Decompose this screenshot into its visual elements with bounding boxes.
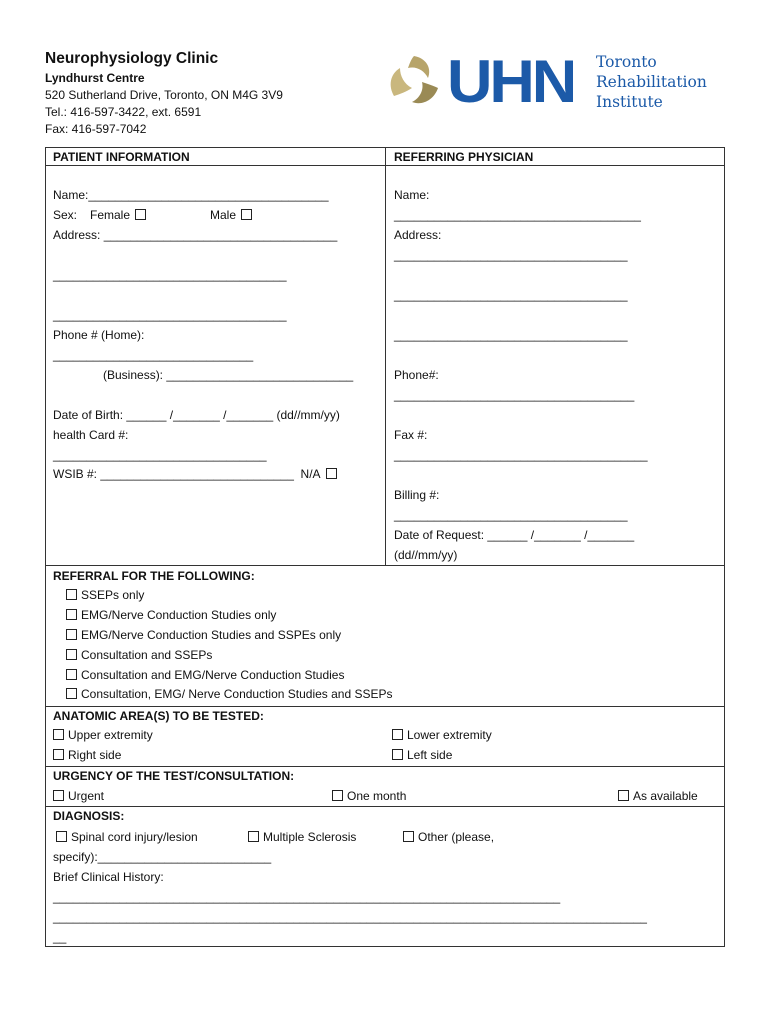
referral-checkbox[interactable] bbox=[66, 688, 77, 699]
wsib-na-checkbox[interactable] bbox=[326, 468, 337, 479]
referral-checkbox[interactable] bbox=[66, 589, 77, 600]
left-side-option[interactable] bbox=[392, 748, 452, 763]
physician-name-field[interactable]: _____________________________________ bbox=[394, 208, 641, 222]
upper-extremity-checkbox[interactable] bbox=[53, 729, 64, 740]
lower-extremity-label: Lower extremity bbox=[407, 728, 492, 742]
physician-name-label: Name: bbox=[394, 188, 430, 202]
referral-option-label: SSEPs only bbox=[81, 588, 145, 602]
clinic-tel: Tel.: 416-597-3422, ext. 6591 bbox=[45, 105, 202, 119]
physician-fax-label: Fax #: bbox=[394, 428, 428, 442]
clinic-name: Neurophysiology Clinic bbox=[45, 50, 219, 67]
diagnosis-top-border bbox=[45, 806, 725, 807]
column-divider bbox=[385, 147, 386, 565]
form-bottom-border bbox=[45, 946, 725, 947]
logo-line-rehabilitation: Rehabilitation bbox=[596, 73, 707, 91]
clinical-history-line-1[interactable]: ____________________________________________________________________________ bbox=[53, 890, 561, 904]
patient-name-field[interactable]: Name:____________________________________ bbox=[53, 188, 329, 202]
referral-heading: REFERRAL FOR THE FOLLOWING: bbox=[53, 569, 255, 583]
male-label: Male bbox=[210, 208, 237, 222]
upper-extremity-option[interactable] bbox=[53, 728, 153, 743]
other-diagnosis-label: Other (please, bbox=[418, 830, 495, 844]
urgency-top-border bbox=[45, 766, 725, 767]
health-card-field[interactable]: ________________________________ bbox=[53, 448, 267, 462]
wsib-label: WSIB #: _____________________________ N/A bbox=[53, 467, 321, 481]
as-available-label: As available bbox=[633, 789, 698, 803]
urgent-option[interactable] bbox=[53, 789, 104, 804]
clinical-history-label: Brief Clinical History: bbox=[53, 870, 164, 884]
referral-checkbox[interactable] bbox=[66, 609, 77, 620]
date-of-birth-field[interactable]: Date of Birth: ______ /_______ /_______ (dd//mm/yy) bbox=[53, 408, 340, 422]
health-card-label: health Card #: bbox=[53, 428, 129, 442]
referral-option[interactable] bbox=[66, 628, 341, 643]
referral-checkbox[interactable] bbox=[66, 629, 77, 640]
phone-home-label: Phone # (Home): bbox=[53, 328, 145, 342]
referral-checkbox[interactable] bbox=[66, 649, 77, 660]
right-side-label: Right side bbox=[68, 748, 122, 762]
female-label: Female bbox=[90, 208, 131, 222]
form-left-border bbox=[45, 147, 46, 947]
physician-address-line-3[interactable]: ___________________________________ bbox=[394, 328, 628, 342]
other-diagnosis-option[interactable] bbox=[403, 830, 494, 845]
referral-option[interactable] bbox=[66, 588, 144, 603]
referral-option-label: EMG/Nerve Conduction Studies only bbox=[81, 608, 277, 622]
lower-extremity-checkbox[interactable] bbox=[392, 729, 403, 740]
multiple-sclerosis-option[interactable] bbox=[248, 830, 356, 845]
physician-address-label: Address: bbox=[394, 228, 442, 242]
physician-phone-field[interactable]: ____________________________________ bbox=[394, 388, 635, 402]
upper-extremity-label: Upper extremity bbox=[68, 728, 153, 742]
referral-checkbox[interactable] bbox=[66, 669, 77, 680]
clinical-history-line-3[interactable]: __ bbox=[53, 930, 67, 944]
one-month-label: One month bbox=[347, 789, 407, 803]
sex-female-option[interactable] bbox=[90, 208, 146, 223]
spinal-cord-label: Spinal cord injury/lesion bbox=[71, 830, 198, 844]
referral-top-border bbox=[45, 565, 725, 566]
multiple-sclerosis-label: Multiple Sclerosis bbox=[263, 830, 357, 844]
spinal-cord-option[interactable] bbox=[56, 830, 198, 845]
as-available-option[interactable] bbox=[618, 789, 698, 804]
right-side-option[interactable] bbox=[53, 748, 121, 763]
patient-address-field[interactable]: Address: ___________________________________ bbox=[53, 228, 338, 242]
one-month-checkbox[interactable] bbox=[332, 790, 343, 801]
patient-address-line-2[interactable]: ___________________________________ bbox=[53, 268, 287, 282]
uhn-letters: UHN bbox=[447, 48, 575, 115]
lower-extremity-option[interactable] bbox=[392, 728, 492, 743]
physician-address-line-1[interactable]: ___________________________________ bbox=[394, 248, 628, 262]
wsib-field[interactable] bbox=[53, 467, 337, 482]
as-available-checkbox[interactable] bbox=[618, 790, 629, 801]
phone-home-field[interactable]: ______________________________ bbox=[53, 348, 254, 362]
sex-male-option[interactable] bbox=[210, 208, 252, 223]
date-of-request-field[interactable]: Date of Request: ______ /_______ /_______ bbox=[394, 528, 635, 542]
patient-sex-label: Sex: bbox=[53, 208, 78, 222]
multiple-sclerosis-checkbox[interactable] bbox=[248, 831, 259, 842]
other-specify-field[interactable]: specify):__________________________ bbox=[53, 850, 272, 864]
patient-info-heading: PATIENT INFORMATION bbox=[53, 150, 190, 164]
clinic-fax: Fax: 416-597-7042 bbox=[45, 122, 147, 136]
left-side-label: Left side bbox=[407, 748, 453, 762]
female-checkbox[interactable] bbox=[135, 209, 146, 220]
billing-field[interactable]: ___________________________________ bbox=[394, 508, 628, 522]
referral-option-label: EMG/Nerve Conduction Studies and SSPEs only bbox=[81, 628, 342, 642]
anatomic-top-border bbox=[45, 706, 725, 707]
other-diagnosis-checkbox[interactable] bbox=[403, 831, 414, 842]
centre-name: Lyndhurst Centre bbox=[45, 71, 145, 85]
referral-option[interactable] bbox=[66, 608, 276, 623]
referral-option-label: Consultation and SSEPs bbox=[81, 648, 213, 662]
patient-address-line-3[interactable]: ___________________________________ bbox=[53, 308, 287, 322]
billing-label: Billing #: bbox=[394, 488, 440, 502]
swirl-emblem-icon bbox=[384, 52, 444, 112]
urgency-heading: URGENCY OF THE TEST/CONSULTATION: bbox=[53, 769, 295, 783]
left-side-checkbox[interactable] bbox=[392, 749, 403, 760]
logo-line-institute: Institute bbox=[596, 93, 663, 111]
referral-option[interactable] bbox=[66, 668, 344, 683]
one-month-option[interactable] bbox=[332, 789, 406, 804]
urgent-checkbox[interactable] bbox=[53, 790, 64, 801]
date-of-request-format: (dd//mm/yy) bbox=[394, 548, 458, 562]
male-checkbox[interactable] bbox=[241, 209, 252, 220]
referral-option[interactable] bbox=[66, 687, 393, 702]
clinic-address: 520 Sutherland Drive, Toronto, ON M4G 3V9 bbox=[45, 88, 283, 102]
physician-phone-label: Phone#: bbox=[394, 368, 439, 382]
anatomic-heading: ANATOMIC AREA(S) TO BE TESTED: bbox=[53, 709, 264, 723]
referral-option-label: Consultation, EMG/ Nerve Conduction Studies and SSEPs bbox=[81, 687, 393, 701]
physician-fax-field[interactable]: ______________________________________ bbox=[394, 448, 648, 462]
urgent-label: Urgent bbox=[68, 789, 105, 803]
phone-business-field[interactable]: (Business): ____________________________ bbox=[103, 368, 354, 382]
referral-option[interactable] bbox=[66, 648, 212, 663]
right-side-checkbox[interactable] bbox=[53, 749, 64, 760]
referral-option-label: Consultation and EMG/Nerve Conduction Studies bbox=[81, 668, 345, 682]
diagnosis-heading: DIAGNOSIS: bbox=[53, 809, 125, 823]
referring-physician-heading: REFERRING PHYSICIAN bbox=[394, 150, 534, 164]
form-right-border bbox=[724, 147, 725, 947]
spinal-cord-checkbox[interactable] bbox=[56, 831, 67, 842]
physician-address-line-2[interactable]: ___________________________________ bbox=[394, 288, 628, 302]
logo-line-toronto: Toronto bbox=[596, 53, 657, 71]
clinical-history-line-2[interactable]: _________________________________________________________________________________________ bbox=[53, 910, 647, 924]
